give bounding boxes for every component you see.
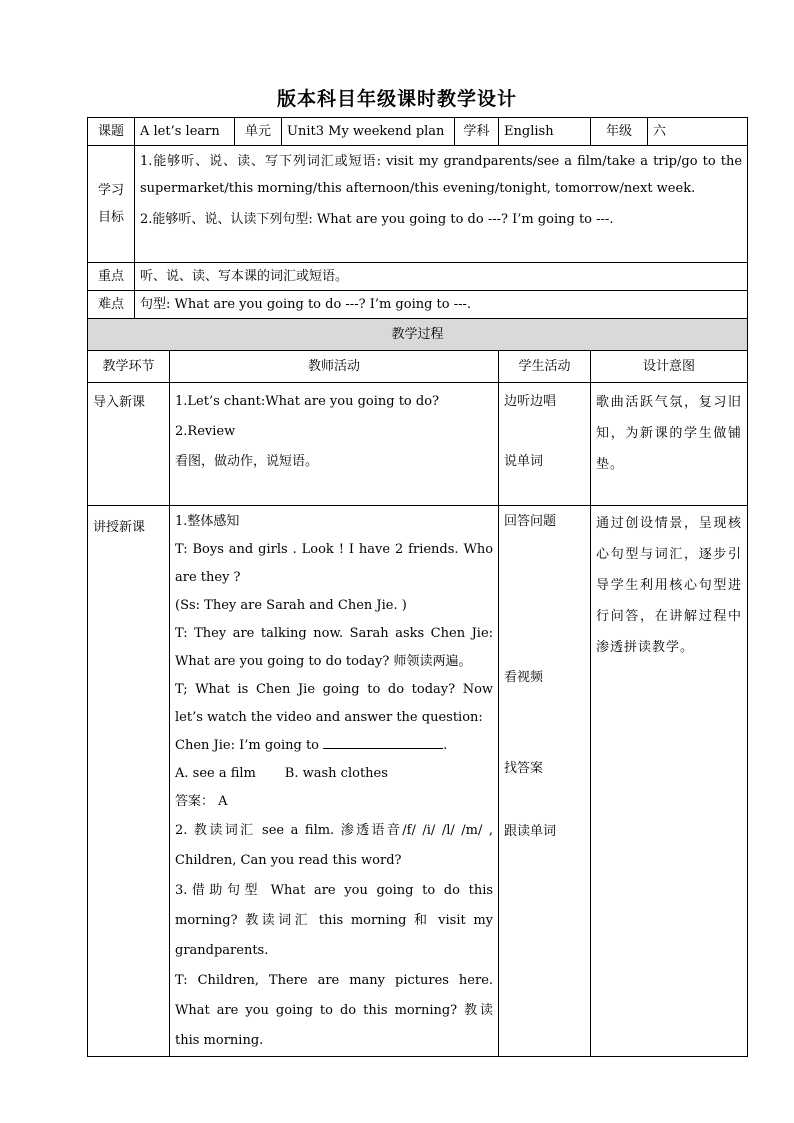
unit-label: 单元: [235, 118, 282, 146]
objectives-label: 学习 目标: [88, 146, 135, 263]
student-intro: 边听边唱 说单词: [499, 383, 591, 506]
objective-2: 2.能够听、说、认读下列句型: What are you going to do ---? I’m going to ---.: [140, 212, 614, 227]
objectives-content: [135, 146, 748, 263]
page-title: 版本科目年级课时教学设计: [276, 88, 517, 110]
intent-intro: 歌曲活跃气氛，复习旧知，为新课的学生做铺垫。: [591, 383, 748, 506]
subject-value: English: [499, 118, 591, 146]
answer-blank: [323, 732, 443, 749]
grade-value: 六: [648, 118, 748, 146]
unit-value: Unit3 My weekend plan: [282, 118, 455, 146]
teacher-intro: 1.Let’s chant:What are you going to do? 2.Review 看图，做动作，说短语。: [170, 383, 499, 506]
process-title: 教学过程: [88, 319, 748, 351]
key-points-content: 听、说、读、写本课的词汇或短语。: [135, 263, 748, 291]
lesson-value: A let’s learn: [135, 118, 235, 146]
col-stage: 教学环节: [88, 351, 170, 383]
process-row-new: [88, 506, 748, 1057]
grade-label: 年级: [591, 118, 648, 146]
process-header-row: [88, 351, 748, 383]
key-points-row: [88, 263, 748, 291]
stage-new: 讲授新课: [88, 506, 170, 1057]
col-teacher: 教师活动: [170, 351, 499, 383]
lesson-label: 课题: [88, 118, 135, 146]
intent-new: 通过创设情景，呈现核心句型与词汇，逐步引导学生利用核心句型进行问答，在讲解过程中渗透拼读教学。: [591, 506, 748, 1057]
objectives-row: [88, 146, 748, 263]
col-student: 学生活动: [499, 351, 591, 383]
col-intent: 设计意图: [591, 351, 748, 383]
header-row: [88, 118, 748, 146]
stage-intro: 导入新课: [88, 383, 170, 506]
subject-label: 学科: [455, 118, 499, 146]
difficulties-label: 难点: [88, 291, 135, 319]
teacher-new: 1.整体感知 T: Boys and girls . Look ! I have 2 friends. Who are they ? (Ss: They are Sarah and Chen Jie. ) T: They are talking now. Sarah asks Chen Jie: What are you going to do today? 师领读两遍。 T; What is Chen Jie going to do today? Now let’s watch the video and answer the question: Chen Jie: I’m going to . A. see a film B. wash clothes 答案： A 2. 教读词汇 see a film. 渗透语音/f/ /i/ /l/ /m/ , Children, Can you read this word? 3.借助句型 What are you going to do this morning? 教读词汇 this morning 和 visit my grandparents. T: Children, There are many pictures here. What are you going to do this morning? 教读 this morning.: [170, 506, 499, 1057]
difficulties-row: [88, 291, 748, 319]
lesson-plan-table: [87, 117, 748, 1057]
objective-1: 1.能够听、说、读、写下列词汇或短语: visit my grandparents/see a film/take a trip/go to the supermarket/this morning/this afternoon/this evening/tonight, tomorrow/next week.: [140, 154, 743, 196]
process-title-row: [88, 319, 748, 351]
key-points-label: 重点: [88, 263, 135, 291]
process-row-intro: [88, 383, 748, 506]
student-new: 回答问题 看视频 找答案 跟读单词: [499, 506, 591, 1057]
difficulties-content: 句型: What are you going to do ---? I’m going to ---.: [135, 291, 748, 319]
